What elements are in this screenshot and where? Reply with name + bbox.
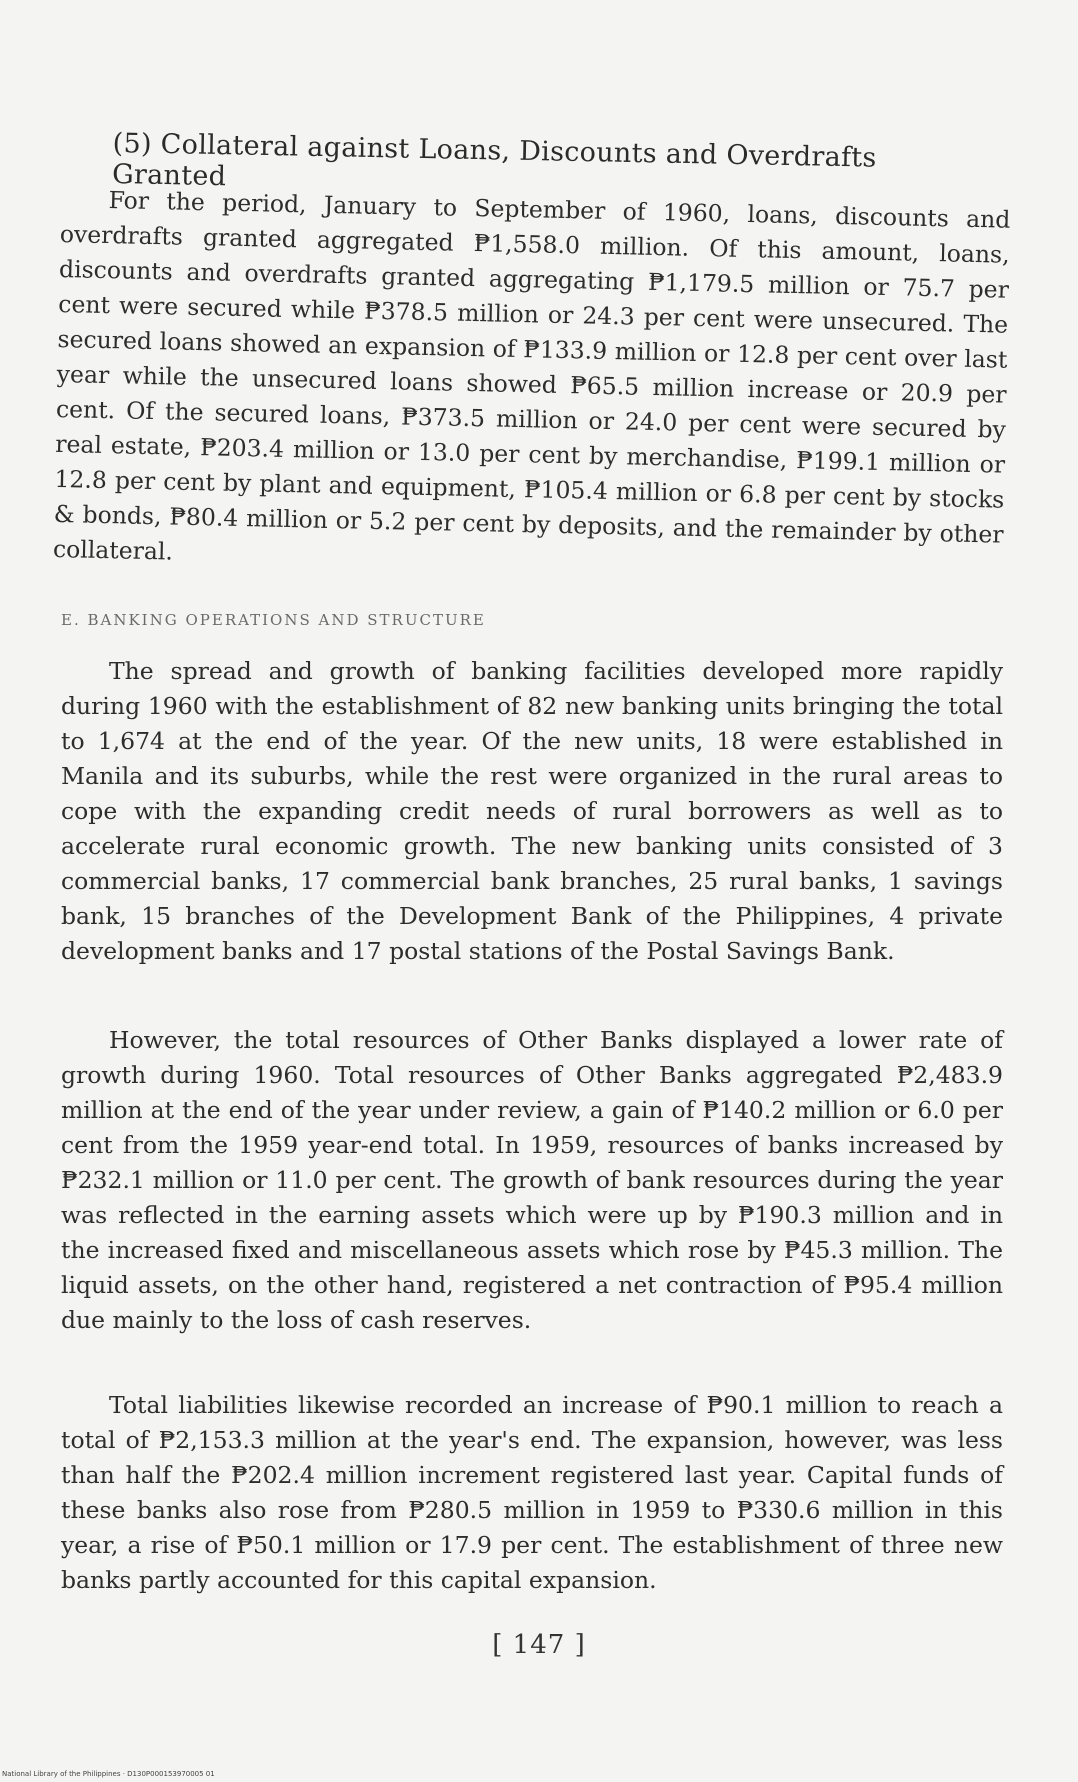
page-number: [ 147 ] xyxy=(492,1630,586,1660)
paragraph-liabilities-capital: Total liabilities likewise recorded an increase of ₱90.1 million to reach a total of ₱2,153.3 million at the year's end. The expansion, however, was less than half the ₱202.4 million increment registered last year. Capital funds of these banks also rose from ₱280.5 million in 1959 to ₱330.6 million in this year, a rise of ₱50.1 million or 17.9 per cent. The establishment of three new banks partly accounted for this capital expansion. xyxy=(61,1391,1003,1594)
paragraph-bank-resources: However, the total resources of Other Banks displayed a lower rate of growth during 1960. Total resources of Other Banks aggregated ₱2,483.9 million at the end of the year under review, a gain of ₱140.2 million or 6.0 per cent from the 1959 year-end total. In 1959, resources of banks increased by ₱232.1 million or 11.0 per cent. The growth of bank resources during the year was reflected in the earning assets which were up by ₱190.3 million and in the increased fixed and miscellaneous assets which rose by ₱45.3 million. The liquid assets, on the other hand, registered a net contraction of ₱95.4 million due mainly to the loss of cash reserves. xyxy=(61,1026,1003,1334)
subsection-heading: (5) Collateral against Loans, Discounts and Overdrafts Granted xyxy=(111,128,877,193)
paragraph-banking-facilities: The spread and growth of banking facilities developed more rapidly during 1960 with the establishment of 82 new banking units bringing the total to 1,674 at the end of the year. Of the new units, 18 were established in Manila and its suburbs, while the rest were organized in the rural areas to cope with the expanding credit needs of rural borrowers as well as to accelerate rural economic growth. The new banking units consisted of 3 commercial banks, 17 commercial bank branches, 25 rural banks, 1 savings bank, 15 branches of the Development Bank of the Philippines, 4 private development banks and 17 postal stations of the Postal Savings Bank. xyxy=(61,657,1003,965)
section-heading: E. BANKING OPERATIONS AND STRUCTURE xyxy=(61,611,486,629)
scan-watermark: National Library of the Philippines · D130P000153970005 01 xyxy=(2,1770,215,1778)
paragraph-collateral: For the period, January to September of 1960, loans, discounts and overdrafts granted aggregated ₱1,558.0 million. Of this amount, loans, discounts and overdrafts granted aggregating ₱1,179.5 million or 75.7 per cent were secured while ₱378.5 million or 24.3 per cent were unsecured. The secured loans showed an expansion of ₱133.9 million or 12.8 per cent over last year while the unsecured loans showed ₱65.5 million increase or 20.9 per cent. Of the secured loans, ₱373.5 million or 24.0 per cent were secured by real estate, ₱203.4 million or 13.0 per cent by merchandise, ₱199.1 million or 12.8 per cent by plant and equipment, ₱105.4 million or 6.8 per cent by stocks & bonds, ₱80.4 million or 5.2 per cent by deposits, and the remainder by other collateral. xyxy=(52,186,1011,566)
